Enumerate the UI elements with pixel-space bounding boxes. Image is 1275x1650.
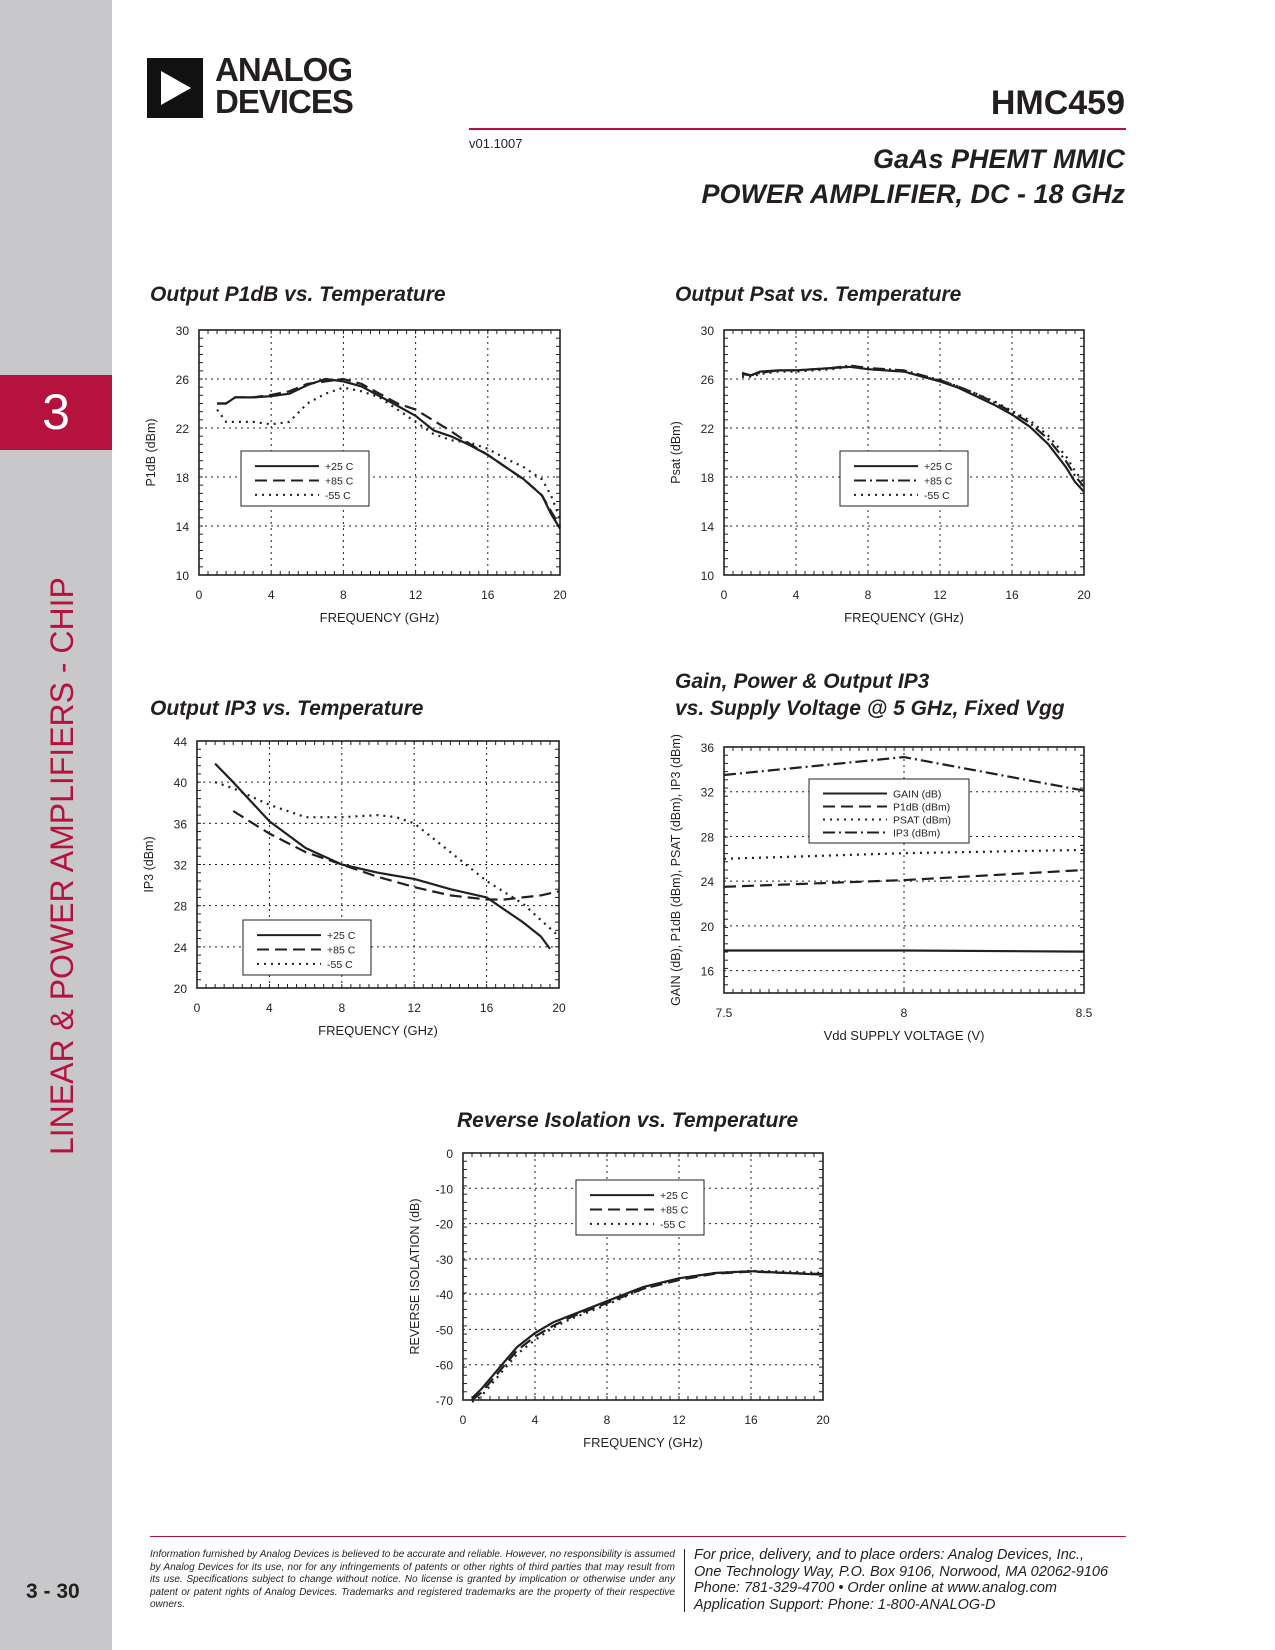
- c1-xaxis-label: FREQUENCY (GHz): [844, 610, 964, 625]
- c1-xtick-label: 8: [864, 588, 872, 602]
- c4-xtick-label: 20: [816, 1413, 830, 1427]
- subtitle-line-1: GaAs PHEMT MMIC: [872, 144, 1125, 174]
- c1-legend-label-0: +25 C: [924, 461, 953, 474]
- c1-legend-label-1: +85 C: [924, 475, 953, 488]
- c4-ytick-label: -30: [435, 1252, 453, 1267]
- version: v01.1007: [469, 136, 523, 151]
- footer-contact: [694, 1547, 1126, 1613]
- c2-series-line-1: [233, 811, 559, 900]
- chart-title-psat: Output Psat vs. Temperature: [675, 283, 962, 306]
- c3-series-line-0: [724, 951, 1084, 952]
- c1-xtick-label: 0: [720, 588, 728, 602]
- c3-xtick-label: 8: [900, 1006, 908, 1020]
- c4-xaxis-label: FREQUENCY (GHz): [583, 1435, 703, 1450]
- contact-line-4: Application Support: Phone: 1-800-ANALOG-D: [694, 1596, 996, 1613]
- c4-series-line-0: [472, 1271, 823, 1398]
- c1-ytick-label: 14: [700, 520, 714, 534]
- c1-xtick-label: 4: [792, 588, 800, 602]
- c1-legend-label-2: -55 C: [924, 489, 950, 502]
- c3-xtick-label: 8.5: [1075, 1006, 1093, 1020]
- c4-ytick-label: -40: [435, 1288, 453, 1303]
- c2-ytick-label: 36: [173, 817, 187, 832]
- c4-ytick-label: -50: [435, 1323, 453, 1338]
- subtitle-line-2: POWER AMPLIFIER, DC - 18 GHz: [701, 179, 1125, 209]
- c0-xtick-label: 20: [553, 588, 567, 602]
- c3-yaxis-label: GAIN (dB), P1dB (dBm), PSAT (dBm), IP3 (dBm): [669, 734, 683, 1006]
- c3-legend-label-0: GAIN (dB): [893, 788, 942, 801]
- chart-title-p1db: Output P1dB vs. Temperature: [150, 283, 446, 306]
- chart-title-ip3: Output IP3 vs. Temperature: [150, 697, 424, 720]
- c0-yaxis-label: P1dB (dBm): [144, 418, 158, 487]
- c3-ytick-label: 16: [700, 964, 714, 979]
- footer-disclaimer: Information furnished by Analog Devices is believed to be accurate and reliable. However, no responsibility is assumed by Analog Devices for its use, nor for any infringements of patents or other rights of third parties that may result from its use. Specifications subject to change without notice. No license is granted by implication or otherwise under any patent or patent rights of Analog Devices. Trademarks and registered trademarks are the property of their respective owners.: [150, 1549, 675, 1610]
- c3-xtick-label: 7.5: [715, 1006, 733, 1020]
- c2-yaxis-label: IP3 (dBm): [142, 836, 156, 893]
- c2-xtick-label: 20: [552, 1001, 566, 1015]
- c2-xtick-label: 16: [479, 1001, 494, 1015]
- section-tab-number: 3: [0, 375, 112, 450]
- logo-line-1: ANALOG: [215, 51, 352, 88]
- c4-xtick-label: 0: [459, 1413, 467, 1427]
- c3-ytick-label: 32: [700, 785, 714, 800]
- c1-ytick-label: 30: [700, 324, 714, 338]
- c1-ytick-label: 22: [700, 422, 714, 436]
- section-title: LINEAR & POWER AMPLIFIERS - CHIP: [44, 577, 80, 1155]
- c3-ytick-label: 20: [700, 919, 714, 934]
- logo-line-2: DEVICES: [215, 83, 353, 120]
- c2-series-line-2: [215, 782, 559, 936]
- c2-legend-label-2: -55 C: [327, 958, 353, 971]
- c4-ytick-label: -70: [435, 1394, 453, 1408]
- c3-ytick-label: 36: [700, 741, 714, 755]
- contact-line-3: Phone: 781-329-4700 • Order online at www.analog.com: [694, 1580, 1057, 1596]
- c4-ytick-label: 0: [446, 1147, 453, 1161]
- c2-xtick-label: 4: [266, 1001, 273, 1015]
- c0-legend-label-0: +25 C: [325, 461, 354, 474]
- c4-legend-label-1: +85 C: [660, 1204, 689, 1217]
- c3-legend-label-3: IP3 (dBm): [893, 827, 941, 840]
- c0-ytick-label: 30: [175, 324, 189, 338]
- c3-legend-label-2: PSAT (dBm): [893, 814, 951, 827]
- c2-ytick-label: 44: [173, 735, 187, 749]
- c4-series-line-2: [472, 1271, 823, 1402]
- footer-column-divider: [684, 1549, 685, 1612]
- c1-ytick-label: 10: [700, 569, 714, 583]
- contact-line-2: One Technology Way, P.O. Box 9106, Norwood, MA 02062-9106: [694, 1563, 1109, 1580]
- c0-xaxis-label: FREQUENCY (GHz): [319, 610, 440, 625]
- c0-legend-label-2: -55 C: [325, 489, 351, 502]
- c2-ytick-label: 32: [173, 858, 187, 873]
- c4-xtick-label: 4: [531, 1413, 539, 1427]
- c2-xtick-label: 12: [407, 1001, 421, 1015]
- c3-series-line-1: [724, 870, 1084, 887]
- contact-line-1: For price, delivery, and to place orders: Analog Devices, Inc.,: [694, 1547, 1085, 1563]
- c4-ytick-label: -10: [435, 1182, 453, 1197]
- c0-ytick-label: 10: [175, 569, 189, 583]
- c1-ytick-label: 26: [700, 373, 714, 387]
- c4-xtick-label: 12: [672, 1413, 686, 1427]
- c3-xaxis-label: Vdd SUPPLY VOLTAGE (V): [823, 1028, 985, 1043]
- c3-ytick-label: 28: [700, 830, 714, 845]
- c0-xtick-label: 0: [195, 588, 203, 602]
- part-number: HMC459: [990, 84, 1125, 122]
- chart-title-supply-line-2: vs. Supply Voltage @ 5 GHz, Fixed Vgg: [675, 697, 1065, 720]
- c4-ytick-label: -20: [435, 1217, 453, 1232]
- c1-xtick-label: 20: [1077, 588, 1091, 602]
- c4-legend-label-0: +25 C: [660, 1190, 689, 1203]
- c0-xtick-label: 4: [267, 588, 275, 602]
- c1-xtick-label: 12: [933, 588, 947, 602]
- c1-ytick-label: 18: [700, 471, 714, 485]
- c2-xtick-label: 8: [338, 1001, 346, 1015]
- c2-xtick-label: 0: [193, 1001, 201, 1015]
- c3-ytick-label: 24: [700, 875, 714, 890]
- c3-series-line-2: [724, 850, 1084, 859]
- c4-legend-label-2: -55 C: [660, 1218, 686, 1231]
- c4-yaxis-label: REVERSE ISOLATION (dB): [408, 1198, 422, 1355]
- c2-xaxis-label: FREQUENCY (GHz): [318, 1023, 438, 1038]
- c4-xtick-label: 16: [744, 1413, 758, 1427]
- c2-ytick-label: 28: [173, 899, 187, 914]
- c4-ytick-label: -60: [435, 1358, 453, 1373]
- c1-xtick-label: 16: [1005, 588, 1019, 602]
- c4-xtick-label: 8: [603, 1413, 611, 1427]
- c0-xtick-label: 8: [340, 588, 347, 602]
- c0-ytick-label: 14: [175, 520, 189, 534]
- footer-divider: [150, 1536, 1126, 1537]
- c2-ytick-label: 20: [173, 982, 187, 996]
- chart-title-supply-line-1: Gain, Power & Output IP3: [675, 670, 930, 693]
- c0-ytick-label: 18: [175, 471, 189, 485]
- chart-title-isolation: Reverse Isolation vs. Temperature: [457, 1109, 799, 1132]
- c2-legend-label-1: +85 C: [327, 944, 356, 957]
- c2-ytick-label: 40: [173, 776, 187, 791]
- c1-yaxis-label: Psat (dBm): [669, 421, 683, 484]
- c2-legend-label-0: +25 C: [327, 930, 356, 943]
- page-number: 3 - 30: [26, 1580, 80, 1603]
- c4-series-line-1: [472, 1272, 823, 1400]
- c0-xtick-label: 16: [481, 588, 495, 602]
- c0-xtick-label: 12: [408, 588, 423, 602]
- c0-ytick-label: 26: [175, 373, 189, 387]
- c0-ytick-label: 22: [175, 422, 189, 436]
- c2-ytick-label: 24: [173, 940, 187, 955]
- c3-legend-label-1: P1dB (dBm): [893, 801, 951, 814]
- c0-legend-label-1: +85 C: [325, 475, 354, 488]
